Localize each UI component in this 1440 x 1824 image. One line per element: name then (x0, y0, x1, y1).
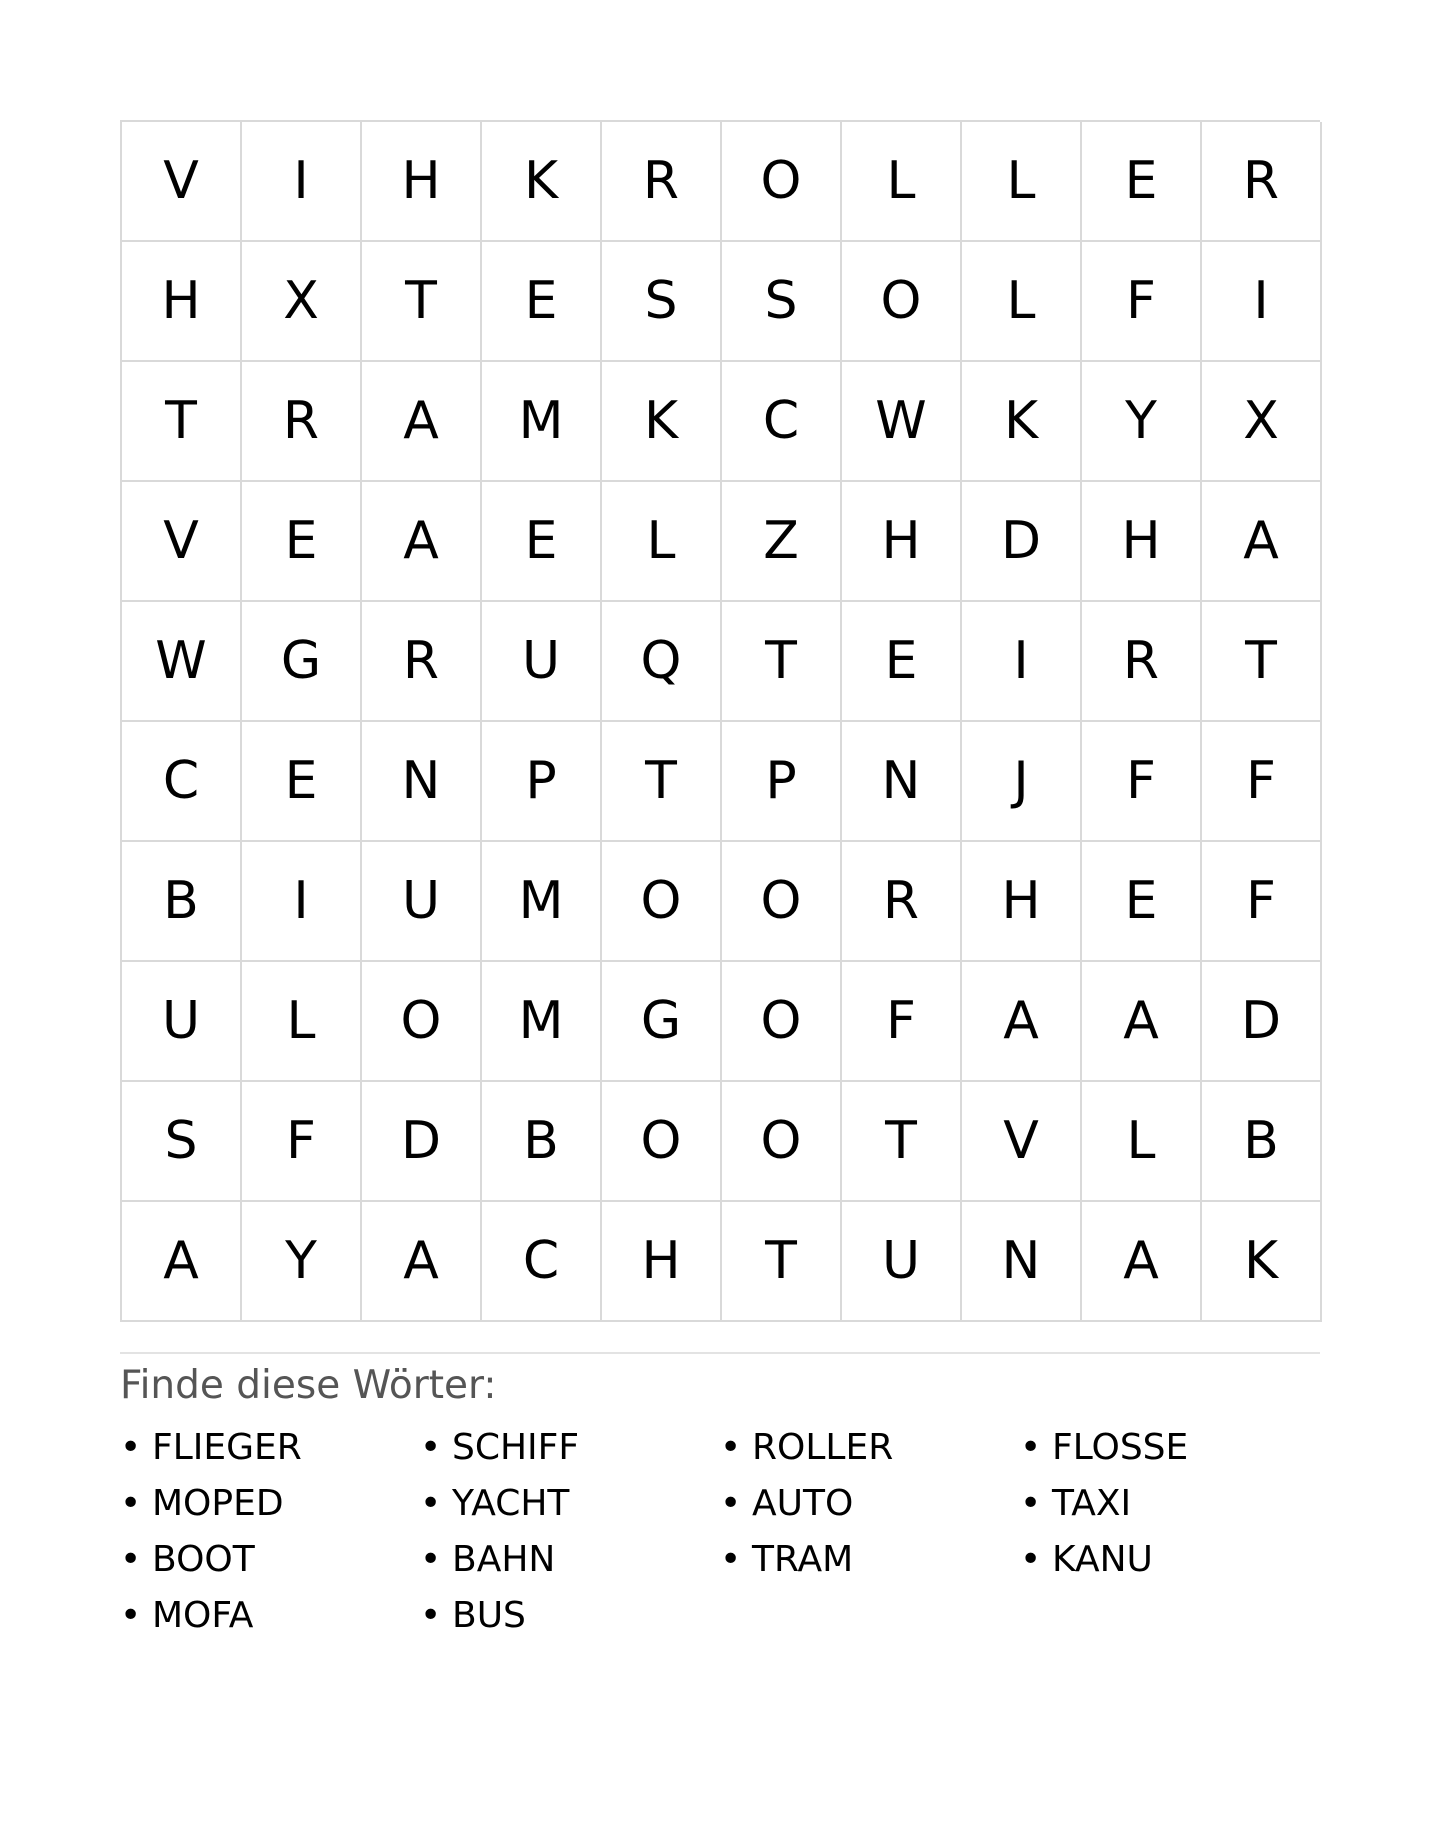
grid-cell[interactable]: A (362, 1202, 482, 1322)
grid-cell[interactable]: H (602, 1202, 722, 1322)
grid-cell[interactable]: T (122, 362, 242, 482)
word-label: MOPED (152, 1483, 284, 1524)
word-list-item (420, 1420, 720, 1476)
grid-cell[interactable]: O (842, 242, 962, 362)
word-search-puzzle (120, 120, 1320, 1644)
grid-cell[interactable]: V (122, 122, 242, 242)
bullet-icon: • (420, 1595, 442, 1636)
grid-cell[interactable]: O (722, 122, 842, 242)
word-label: MOFA (152, 1595, 254, 1636)
grid-cell[interactable]: E (242, 482, 362, 602)
word-list-item (120, 1476, 420, 1532)
grid-cell[interactable]: X (242, 242, 362, 362)
grid-cell[interactable]: S (122, 1082, 242, 1202)
grid-cell[interactable]: Q (602, 602, 722, 722)
grid-cell[interactable]: F (842, 962, 962, 1082)
grid-cell[interactable]: H (362, 122, 482, 242)
bullet-icon: • (120, 1427, 142, 1468)
grid-cell[interactable]: A (1082, 1202, 1202, 1322)
grid-cell[interactable]: O (602, 1082, 722, 1202)
bullet-icon: • (120, 1595, 142, 1636)
grid-cell[interactable]: D (362, 1082, 482, 1202)
letter-grid (120, 120, 1320, 1322)
grid-cell[interactable]: T (722, 602, 842, 722)
word-label: BAHN (452, 1539, 556, 1580)
grid-cell[interactable]: D (962, 482, 1082, 602)
grid-cell[interactable]: A (122, 1202, 242, 1322)
word-label: BUS (452, 1595, 526, 1636)
grid-cell[interactable]: U (362, 842, 482, 962)
grid-cell[interactable]: E (482, 242, 602, 362)
grid-cell[interactable]: K (482, 122, 602, 242)
grid-cell[interactable]: O (722, 842, 842, 962)
grid-cell[interactable]: U (842, 1202, 962, 1322)
grid-cell[interactable]: I (1202, 242, 1322, 362)
word-list-item (720, 1420, 1020, 1476)
word-label: ROLLER (752, 1427, 894, 1468)
grid-cell[interactable]: I (242, 122, 362, 242)
grid-cell[interactable]: L (962, 242, 1082, 362)
word-label: FLOSSE (1052, 1427, 1189, 1468)
grid-cell[interactable]: T (1202, 602, 1322, 722)
word-label: SCHIFF (452, 1427, 580, 1468)
grid-cell[interactable]: F (242, 1082, 362, 1202)
word-list-item (1020, 1476, 1320, 1532)
grid-cell[interactable]: K (602, 362, 722, 482)
grid-cell[interactable]: B (122, 842, 242, 962)
grid-cell[interactable]: K (962, 362, 1082, 482)
grid-cell[interactable]: Z (722, 482, 842, 602)
grid-cell[interactable]: R (1202, 122, 1322, 242)
word-list-item (720, 1476, 1020, 1532)
grid-cell[interactable]: A (962, 962, 1082, 1082)
bullet-icon: • (1020, 1539, 1042, 1580)
grid-cell[interactable]: K (1202, 1202, 1322, 1322)
bullet-icon: • (420, 1539, 442, 1580)
grid-cell[interactable]: E (242, 722, 362, 842)
grid-cell[interactable]: R (602, 122, 722, 242)
grid-cell[interactable]: L (962, 122, 1082, 242)
grid-cell[interactable]: A (1202, 482, 1322, 602)
grid-cell[interactable]: F (1202, 842, 1322, 962)
grid-cell[interactable]: W (122, 602, 242, 722)
grid-cell[interactable]: R (842, 842, 962, 962)
grid-cell[interactable]: R (362, 602, 482, 722)
grid-cell[interactable]: J (962, 722, 1082, 842)
word-list-item (420, 1588, 720, 1644)
grid-cell[interactable]: Y (242, 1202, 362, 1322)
bullet-icon: • (720, 1483, 742, 1524)
bullet-icon: • (1020, 1427, 1042, 1468)
grid-cell[interactable]: C (122, 722, 242, 842)
grid-cell[interactable]: D (1202, 962, 1322, 1082)
grid-cell[interactable]: M (482, 842, 602, 962)
grid-cell[interactable]: V (122, 482, 242, 602)
grid-cell[interactable]: T (722, 1202, 842, 1322)
grid-cell[interactable]: H (122, 242, 242, 362)
grid-cell[interactable]: B (482, 1082, 602, 1202)
word-label: FLIEGER (152, 1427, 302, 1468)
grid-cell[interactable]: N (842, 722, 962, 842)
grid-cell[interactable]: I (242, 842, 362, 962)
grid-cell[interactable]: L (842, 122, 962, 242)
word-label: BOOT (152, 1539, 255, 1580)
bullet-icon: • (720, 1427, 742, 1468)
grid-cell[interactable]: S (602, 242, 722, 362)
grid-cell[interactable]: V (962, 1082, 1082, 1202)
grid-cell[interactable]: A (1082, 962, 1202, 1082)
word-list-item (720, 1532, 1020, 1588)
grid-cell[interactable]: C (722, 362, 842, 482)
grid-cell[interactable]: X (1202, 362, 1322, 482)
bullet-icon: • (720, 1539, 742, 1580)
grid-cell[interactable]: O (722, 962, 842, 1082)
grid-cell[interactable]: L (1082, 1082, 1202, 1202)
grid-cell[interactable]: U (122, 962, 242, 1082)
grid-cell[interactable]: M (482, 962, 602, 1082)
grid-cell[interactable]: H (842, 482, 962, 602)
word-label: AUTO (752, 1483, 854, 1524)
grid-cell[interactable]: L (602, 482, 722, 602)
grid-cell[interactable]: I (962, 602, 1082, 722)
grid-cell[interactable]: P (722, 722, 842, 842)
grid-cell[interactable]: N (962, 1202, 1082, 1322)
grid-cell[interactable]: L (242, 962, 362, 1082)
grid-cell[interactable]: R (1082, 602, 1202, 722)
word-list-item (1020, 1420, 1320, 1476)
word-label: YACHT (452, 1483, 570, 1524)
word-list (120, 1420, 1320, 1644)
grid-cell[interactable]: T (362, 242, 482, 362)
grid-cell[interactable]: F (1082, 242, 1202, 362)
grid-cell[interactable]: H (1082, 482, 1202, 602)
grid-cell[interactable]: E (1082, 122, 1202, 242)
word-list-item (120, 1532, 420, 1588)
grid-cell[interactable]: O (602, 842, 722, 962)
grid-cell[interactable]: E (482, 482, 602, 602)
grid-cell[interactable]: R (242, 362, 362, 482)
word-list-item (120, 1588, 420, 1644)
grid-cell[interactable]: U (482, 602, 602, 722)
grid-cell[interactable]: F (1082, 722, 1202, 842)
bullet-icon: • (420, 1483, 442, 1524)
bullet-icon: • (1020, 1483, 1042, 1524)
word-list-item (120, 1420, 420, 1476)
grid-cell[interactable]: O (722, 1082, 842, 1202)
bullet-icon: • (420, 1427, 442, 1468)
grid-cell[interactable]: P (482, 722, 602, 842)
word-list-item (1020, 1532, 1320, 1588)
grid-cell[interactable]: T (602, 722, 722, 842)
word-label: TAXI (1052, 1483, 1132, 1524)
word-list-item (420, 1532, 720, 1588)
grid-cell[interactable]: T (842, 1082, 962, 1202)
grid-cell[interactable]: E (1082, 842, 1202, 962)
word-list-title: Finde diese Wörter: (120, 1363, 497, 1408)
grid-cell[interactable]: S (722, 242, 842, 362)
divider (120, 1352, 1320, 1354)
grid-cell[interactable]: G (242, 602, 362, 722)
word-list-item (420, 1476, 720, 1532)
grid-cell[interactable]: N (362, 722, 482, 842)
grid-cell[interactable]: Y (1082, 362, 1202, 482)
grid-cell[interactable]: W (842, 362, 962, 482)
grid-cell[interactable]: M (482, 362, 602, 482)
bullet-icon: • (120, 1483, 142, 1524)
grid-cell[interactable]: C (482, 1202, 602, 1322)
grid-cell[interactable]: E (842, 602, 962, 722)
grid-cell[interactable]: G (602, 962, 722, 1082)
word-label: TRAM (752, 1539, 854, 1580)
grid-cell[interactable]: H (962, 842, 1082, 962)
grid-cell[interactable]: B (1202, 1082, 1322, 1202)
grid-cell[interactable]: A (362, 482, 482, 602)
grid-cell[interactable]: A (362, 362, 482, 482)
word-label: KANU (1052, 1539, 1153, 1580)
grid-cell[interactable]: O (362, 962, 482, 1082)
grid-cell[interactable]: F (1202, 722, 1322, 842)
bullet-icon: • (120, 1539, 142, 1580)
